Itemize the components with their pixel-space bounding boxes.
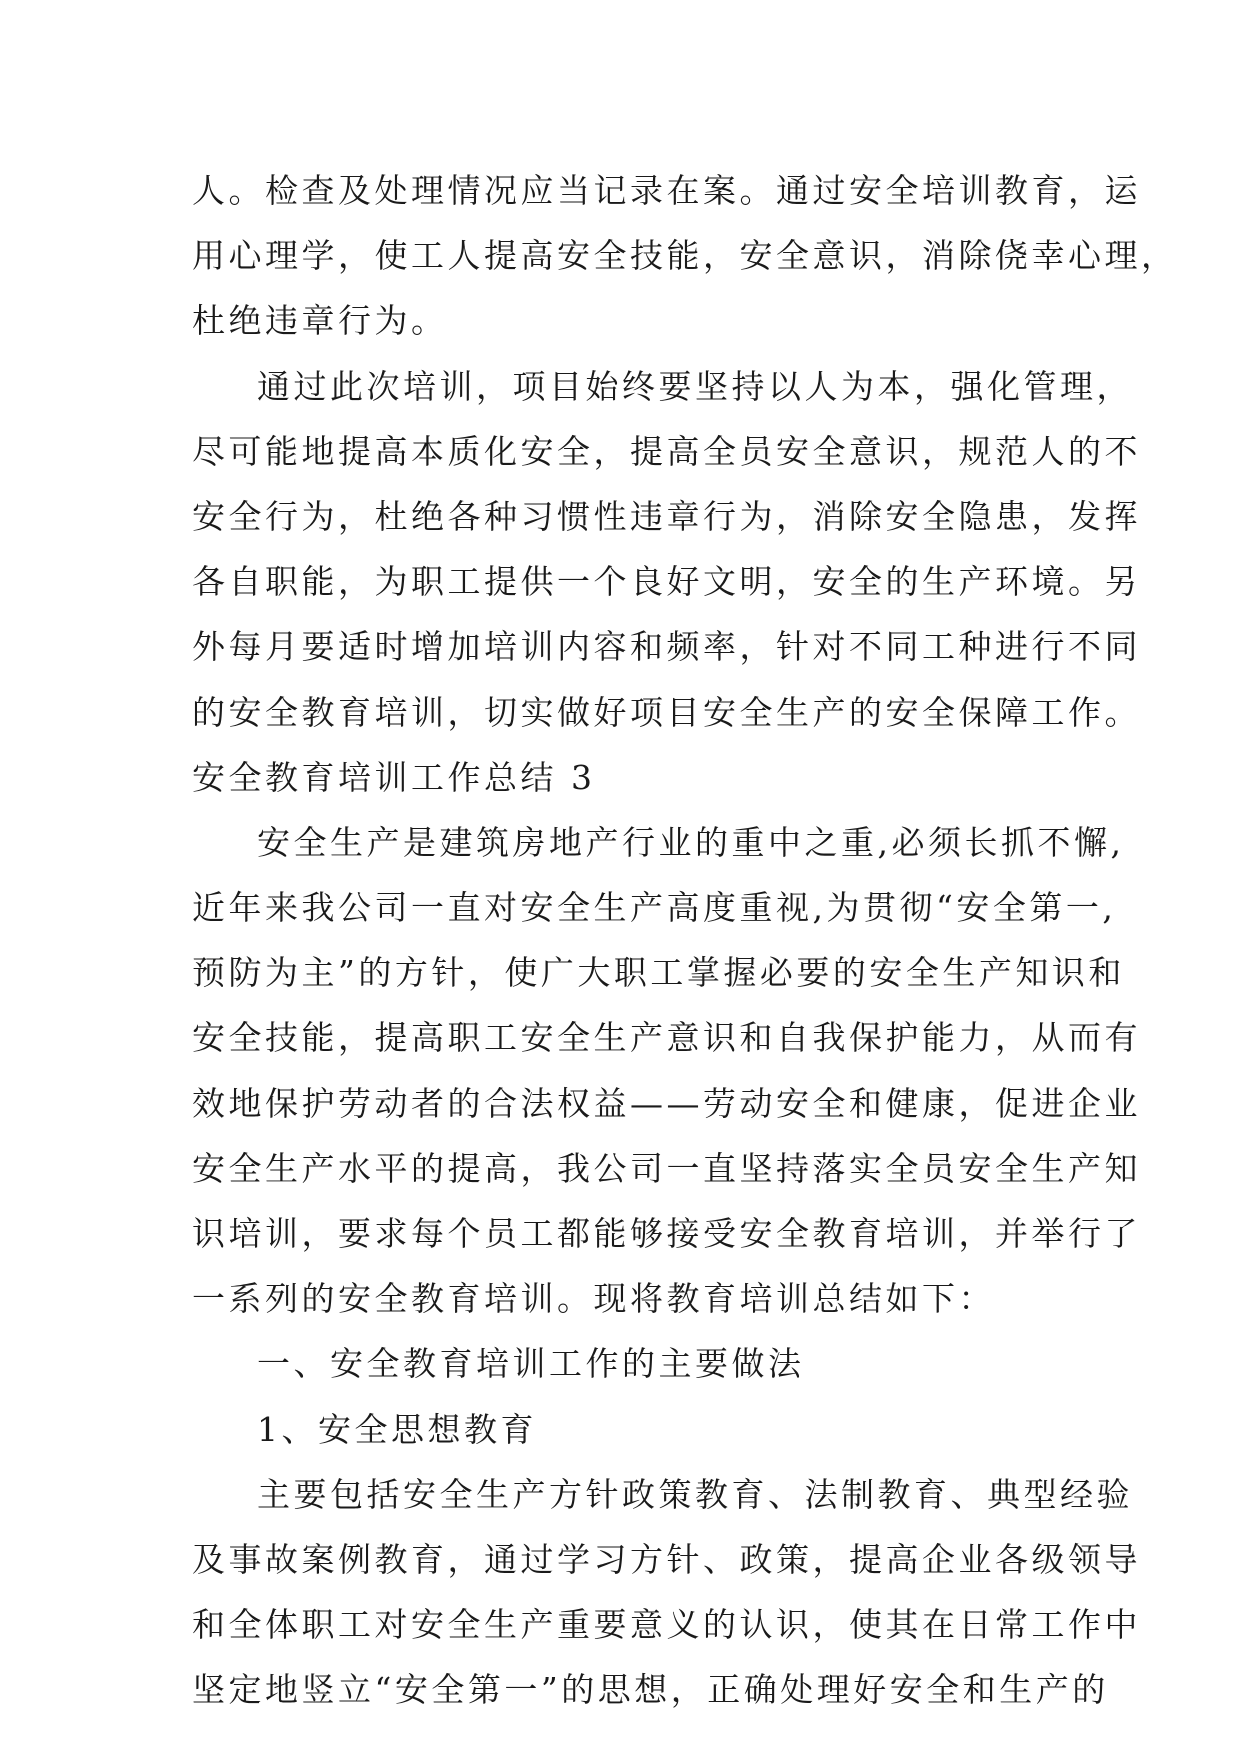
text-line: 预防为主”的方针，使广大职工掌握必要的安全生产知识和: [192, 953, 1125, 993]
text-line: 及事故案例教育，通过学习方针、政策，提高企业各级领导: [192, 1539, 1141, 1579]
text-line: 安全行为，杜绝各种习惯性违章行为，消除安全隐患，发挥: [192, 496, 1141, 536]
section-title: 安全教育培训工作总结 3: [192, 757, 596, 797]
text-line: 安全生产水平的提高，我公司一直坚持落实全员安全生产知: [192, 1148, 1141, 1188]
text-line: 坚定地竖立“安全第一”的思想，正确处理好安全和生产的: [192, 1670, 1109, 1710]
paragraph-first-line: 主要包括安全生产方针政策教育、法制教育、典型经验: [257, 1474, 1133, 1514]
text-line: 用心理学，使工人提高安全技能，安全意识，消除侥幸心理，: [192, 236, 1178, 276]
document-body: [192, 158, 1178, 1723]
text-line: 人。检查及处理情况应当记录在案。通过安全培训教育，运: [192, 171, 1141, 210]
text-line: 识培训，要求每个员工都能够接受安全教育培训，并举行了: [192, 1214, 1141, 1253]
text-line: 和全体职工对安全生产重要意义的认识，使其在日常工作中: [192, 1605, 1141, 1645]
text-line: 近年来我公司一直对安全生产高度重视,为贯彻“安全第一,: [192, 888, 1117, 928]
text-line: 杜绝违章行为。: [192, 301, 448, 341]
text-line: 尽可能地提高本质化安全，提高全员安全意识，规范人的不: [192, 431, 1141, 471]
paragraph-first-line: 安全生产是建筑房地产行业的重中之重,必须长抓不懈,: [257, 822, 1125, 862]
text-line: 效地保护劳动者的合法权益——劳动安全和健康，促进企业: [192, 1083, 1141, 1123]
paragraph-first-line: 通过此次培训，项目始终要坚持以人为本，强化管理，: [257, 366, 1133, 406]
text-line: 各自职能，为职工提供一个良好文明，安全的生产环境。另: [192, 562, 1141, 602]
heading-level-2: 1、安全思想教育: [257, 1409, 537, 1449]
text-line: 一系列的安全教育培训。现将教育培训总结如下：: [192, 1279, 995, 1319]
text-line: 的安全教育培训，切实做好项目安全生产的安全保障工作。: [192, 692, 1141, 732]
text-line: 外每月要适时增加培训内容和频率，针对不同工种进行不同: [192, 627, 1141, 667]
heading-level-1: 一、安全教育培训工作的主要做法: [257, 1344, 805, 1384]
text-line: 安全技能，提高职工安全生产意识和自我保护能力，从而有: [192, 1018, 1141, 1058]
